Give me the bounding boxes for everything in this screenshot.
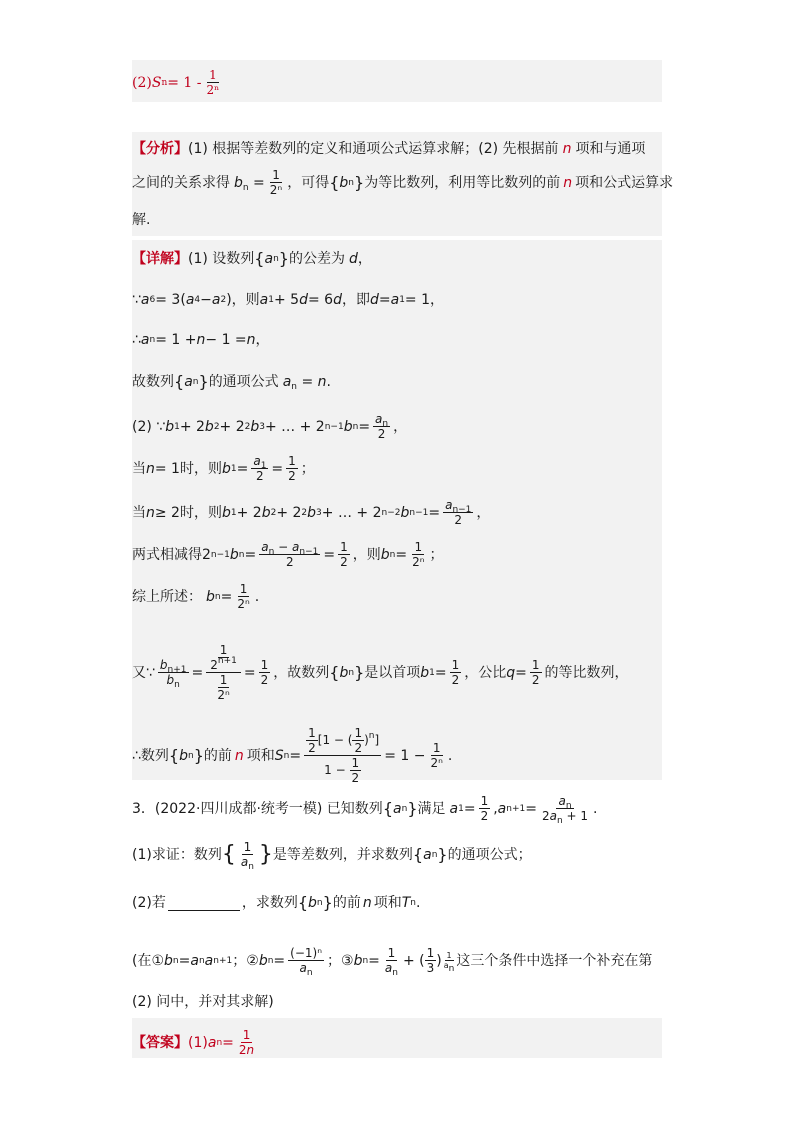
detail-line-2: ∵ a 6 = 3( a 4 − a 2 ) ，则 a 1 + 5 d = 6 d ，即 d = a 1 = 1，: [132, 292, 445, 308]
ratio-fraction: $b_{n+1}$ $b_n$: [159, 658, 187, 690]
detail-text-10b: ，故数列: [273, 664, 330, 681]
detail-text-7a: 当: [132, 504, 146, 521]
answer3-line: 【答案】 (1) a n = 1 2n: [132, 1028, 255, 1057]
option-tail-text: 这三个条件中选择一个补充在第: [456, 952, 653, 969]
problem3-q1: (1)求证：数列 { 1 $a_n$ } 是等差数列，并求数列 { a n } 的通项公式；: [132, 840, 532, 872]
problem3-q2-text-b: ，求数列: [241, 895, 298, 911]
detail-therefore: ∴: [132, 332, 141, 348]
problem3-head-text-b: 满足: [417, 800, 446, 817]
detail-line-5: (2) ∵ b 1 + 2 b 2 + 2 2 b 3 + … + 2 n−1 b n = $a_n$ 2 ，: [132, 412, 408, 441]
fill-blank[interactable]: [168, 896, 240, 911]
detail-tag: 【详解】: [132, 251, 188, 267]
detail-text-10e: 的等比数列，: [544, 664, 629, 681]
answer3-tag: 【答案】: [132, 1034, 188, 1051]
detail-text-8b: ，则: [352, 546, 381, 563]
answer-part2: (2) S n = 1 - $\frac{1}{\text{2ⁿ}}$: [132, 68, 220, 97]
answer-label: (2): [132, 74, 152, 91]
problem3-q1-text-c: 的通项公式；: [447, 846, 532, 863]
option-3-text: ；③: [327, 952, 354, 969]
detail-because: ∵: [132, 292, 141, 308]
detail-text-9a: 综上所述：: [132, 588, 202, 605]
detail-text-11b: 的前: [203, 747, 232, 764]
problem3-options-2: [132, 992, 274, 1012]
analysis-text-2c: 为等比数列，利用等比数列的前: [364, 174, 561, 191]
analysis-text-3: 解.: [132, 212, 151, 228]
detail-text-5a: (2) ∵: [132, 418, 166, 435]
detail-text-11a: ∴数列: [132, 747, 169, 764]
sum-fraction: $\frac{1}{2}$ [1 − ( $\frac{1}{2}$ )$^n$] 1 − $\frac{1}{2}$: [304, 726, 381, 785]
detail-text-8a: 两式相减得: [132, 546, 202, 563]
problem3-q1-text-b: 是等差数列，并求数列: [272, 846, 413, 863]
detail-text-11c: 项和: [246, 747, 275, 764]
detail-line-9: 综上所述： b n = 1 2ⁿ .: [132, 582, 260, 611]
detail-line-7: 当 n ≥ 2 时，则 b 1 + 2 b 2 + 2 2 b 3 + … + 2 n−2 b n−1 = $a_{n-1}$ 2 ，: [132, 498, 491, 527]
answer-fraction: [205, 68, 222, 97]
detail-text-2c: ，即: [341, 292, 370, 308]
problem3-q2: (2)若 ，求数列 { b n } 的前 n 项和 T n .: [132, 893, 421, 912]
detail-text-4a: 故数列: [132, 374, 174, 390]
s-symbol: S: [151, 74, 162, 91]
detail-line-8: 两式相减得 2 n−1 b n = $a_n - a_{n-1}$ 2 = 1 2 ，则 b n = 1 2ⁿ ；: [132, 540, 444, 569]
detail-line-1: 【详解】 (1) 设数列 { a n } 的公差为 d ，: [132, 249, 372, 268]
problem3-options: (在① b n = a n a n+1 ；② b n = (−1)ⁿ $a_n$ ；③ b n = 1 $a_n$ + ( 1 3 ) $\frac{1}{a_n}$ 这三个条件中选择一个补充在第: [132, 946, 653, 978]
problem3-head: 3．(2022·四川成都·统考一模) 已知数列 { a n } 满足 a 1 = 1 2 , a n+1 = $a_n$ $2a_n + 1$ .: [132, 794, 598, 826]
analysis-text-1b: 项和与通项: [575, 141, 646, 157]
answer3-label: (1): [188, 1034, 208, 1051]
problem3-q2-text-d: 项和: [373, 895, 402, 911]
detail-line-4: 故数列 { a n } 的通项公式 $a_n = n$.: [132, 372, 331, 392]
option-2-text: ；②: [232, 952, 259, 969]
analysis-text-2b: ，可得: [287, 174, 330, 191]
detail-text-10c: 是以首项: [364, 664, 421, 681]
detail-text-1: (1) 设数列: [188, 251, 255, 267]
detail-text-1b: 的公差为: [288, 251, 345, 267]
analysis-tag: 【分析】: [132, 141, 188, 157]
analysis-text-2d: 项和公式运算求: [575, 174, 674, 191]
answer-eq: = 1 -: [167, 74, 202, 91]
problem3-q2-text-a: (2)若: [132, 895, 166, 911]
analysis-line-2: 之间的关系求得 $b_n$ = $\frac{1}{\text{2ⁿ}}$ ，可得 { b n } 为等比数列，利用等比数列的前 n 项和公式运算求: [132, 168, 674, 197]
n-var: n: [562, 141, 572, 157]
detail-text-7b: 时，则: [179, 504, 222, 521]
detail-text-6a: 当: [132, 460, 146, 477]
detail-text-10a: 又∵: [132, 664, 155, 681]
option-1-text: (在①: [132, 952, 165, 969]
problem3-q1-text-a: (1)求证：数列: [132, 846, 222, 863]
detail-line-10: 又∵ $b_{n+1}$ $b_n$ = $\frac{1}{2^{n+1}}$ $\frac{1}{\text{2ⁿ}}$ = 1 2 ，故数列 { b n } 是以首项 b 1 = 1 2 ，公比 q = 1 2 的等比数列，: [132, 643, 629, 702]
detail-line-6: 当 n = 1 时，则 b 1 = $a_1$ 2 = 1 2 ；: [132, 454, 315, 483]
analysis-line-1: [132, 139, 645, 159]
detail-line-3: ∴ a n = 1 + n − 1 = n ，: [132, 332, 270, 348]
detail-text-2b: ，则: [231, 292, 260, 308]
option-tail-text-2: (2) 问中，并对其求解): [132, 994, 274, 1010]
answer-frac-den: 2ⁿ: [206, 83, 220, 97]
detail-text-10d: ，公比: [464, 664, 507, 681]
problem3-head-text: 3．(2022·四川成都·统考一模) 已知数列: [132, 800, 383, 817]
detail-text-6b: 时，则: [179, 460, 222, 477]
answer-frac-num: 1: [209, 68, 217, 82]
detail-line-11: ∴数列 { b n } 的前 n 项和 S n = $\frac{1}{2}$ [1 − ( $\frac{1}{2}$ )$^n$] 1 − $\frac{1}{2}$ = 1 − 1 2ⁿ .: [132, 726, 453, 785]
detail-text-4b: 的通项公式: [208, 374, 279, 390]
problem3-q2-text-c: 的前: [332, 895, 361, 911]
analysis-text-2a: 之间的关系求得: [132, 174, 230, 191]
analysis-line-3: [132, 210, 150, 230]
analysis-text-1: (1) 根据等差数列的定义和通项公式运算求解；(2) 先根据前: [188, 141, 559, 157]
